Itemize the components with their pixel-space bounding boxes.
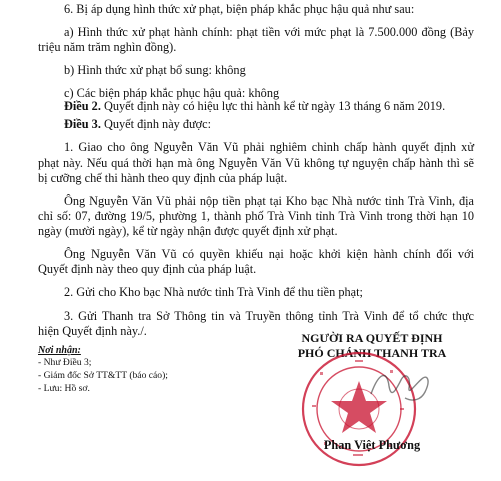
- para1-line2: phạt này. Nếu quá thời hạn mà ông Nguyễn Văn Vũ không tự nguyện chấp hành thì sẽ: [38, 156, 474, 170]
- para3-line2: Quyết định này theo quy định của pháp luật.: [38, 262, 257, 276]
- item-6: 6. Bị áp dụng hình thức xử phạt, biện pháp khắc phục hậu quả như sau:: [64, 2, 415, 16]
- item-c: c) Các biện pháp khắc phục hậu quả: không: [64, 86, 280, 100]
- para5-line1: 3. Gửi Thanh tra Sở Thông tin và Truyền thông tỉnh Trà Vinh để tổ chức thực: [64, 309, 474, 323]
- para3-line1: Ông Nguyễn Văn Vũ có quyền khiếu nại hoặc khởi kiện hành chính đối với: [64, 247, 474, 261]
- para5-line2: hiện Quyết định này./.: [38, 324, 147, 338]
- article-3: [64, 117, 211, 132]
- para2-line2: chỉ số: 07, đường 19/5, phường 1, thành phố Trà Vinh tỉnh Trà Vinh trong thời hạn 10: [38, 209, 474, 223]
- para2-line1: Ông Nguyễn Văn Vũ phải nộp tiền phạt tại Kho bạc Nhà nước tỉnh Trà Vinh, địa: [64, 194, 474, 208]
- para2-line3: ngày (mười ngày), kể từ ngày nhận được quyết định xử phạt.: [38, 224, 338, 238]
- article-2: [64, 99, 445, 114]
- recipients-title: Nơi nhận:: [38, 345, 81, 356]
- item-a-line1: a) Hình thức xử phạt hành chính: phạt tiền với mức phạt là 7.500.000 đồng (Bảy: [64, 25, 474, 39]
- item-b: b) Hình thức xử phạt bổ sung: không: [64, 63, 246, 77]
- recipient-item: - Giám đốc Sở TT&TT (báo cáo);: [38, 370, 168, 381]
- signature-title-1: NGƯỜI RA QUYẾT ĐỊNH: [301, 331, 443, 345]
- article-2-label: Điều 2.: [64, 99, 101, 113]
- para1-line1: 1. Giao cho ông Nguyễn Văn Vũ phải nghiêm chỉnh chấp hành quyết định xử: [64, 140, 474, 154]
- para4: 2. Gửi cho Kho bạc Nhà nước tỉnh Trà Vinh để thu tiền phạt;: [64, 285, 363, 299]
- handwritten-signature-icon: [365, 362, 435, 408]
- signature-title-2: PHÓ CHÁNH THANH TRA: [297, 346, 447, 360]
- recipient-item: - Như Điều 3;: [38, 357, 92, 368]
- para1-line3: bị cưỡng chế thi hành theo quy định của pháp luật.: [38, 171, 288, 185]
- signer-name: Phan Việt Phương: [323, 438, 421, 452]
- article-2-text: Quyết định này có hiệu lực thi hành kể từ ngày 13 tháng 6 năm 2019.: [100, 99, 446, 113]
- item-a-line2: triệu năm trăm nghìn đồng).: [38, 40, 177, 54]
- article-3-text: Quyết định này được:: [100, 117, 212, 131]
- article-3-label: Điều 3.: [64, 117, 101, 131]
- recipient-item: - Lưu: Hồ sơ.: [38, 383, 90, 394]
